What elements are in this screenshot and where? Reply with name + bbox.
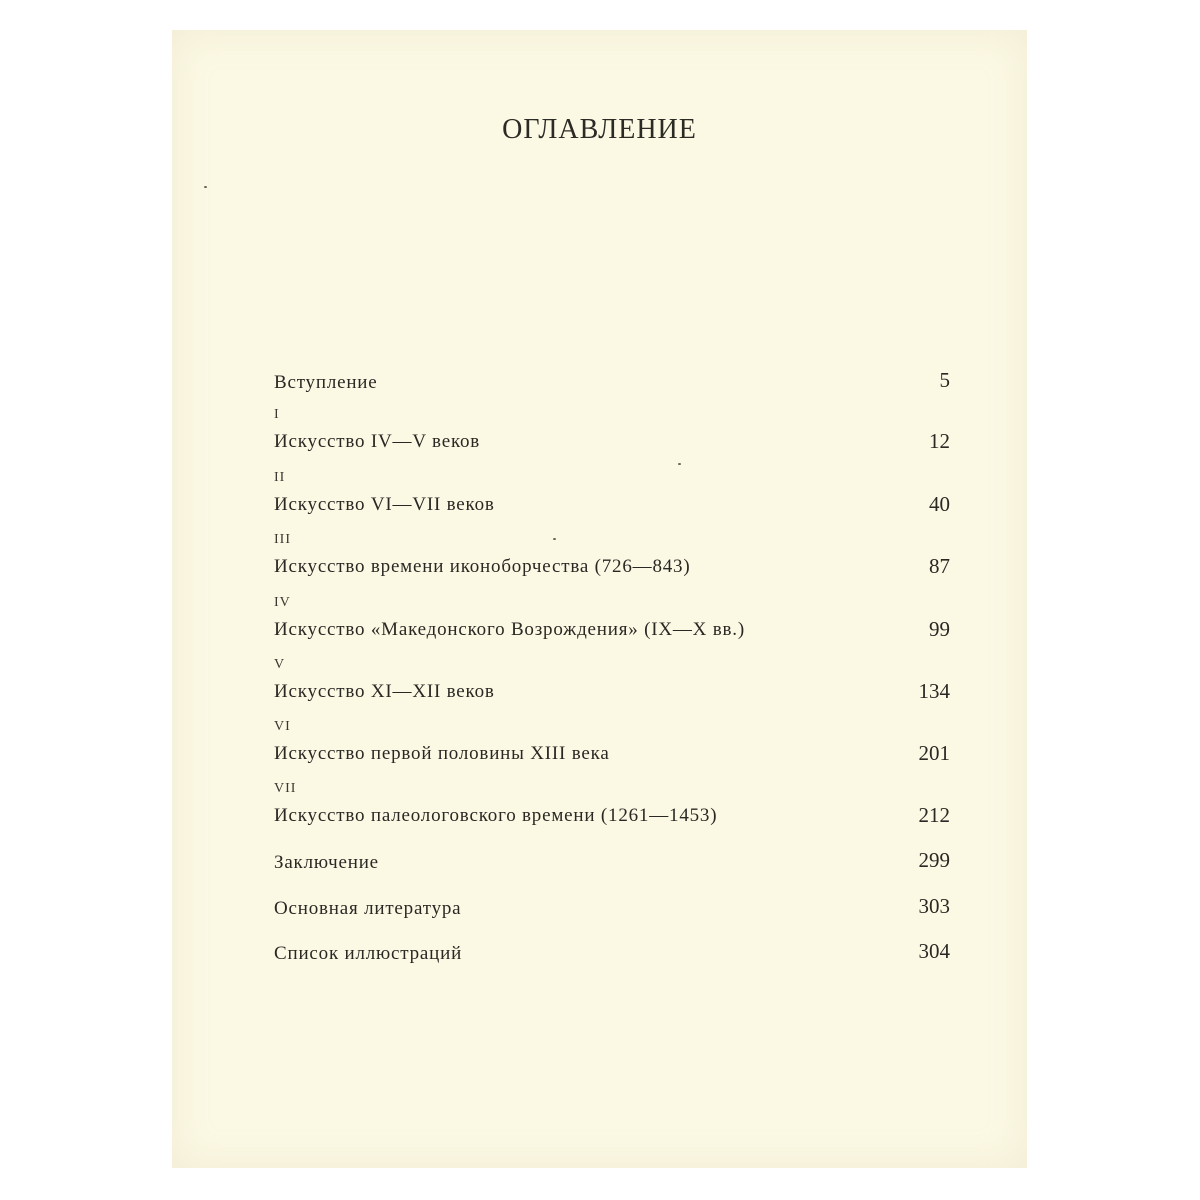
chapter-numeral: II [274,470,286,485]
chapter-numeral: I [274,407,280,422]
toc-entry-page: 5 [939,368,950,392]
toc-entry-title: Искусство «Македонского Возрождения» (IX—X вв.) [274,619,745,640]
toc-entry-page: 87 [929,554,950,578]
toc-entry-title: Искусство VI—VII веков [274,494,495,515]
toc-entry-chapter-5 [272,657,950,703]
chapter-numeral: III [274,532,291,547]
toc-entry-page: 212 [918,803,950,827]
chapter-numeral: VI [274,719,291,734]
paper-speck [678,463,681,465]
toc-entry-chapter-1 [272,407,950,453]
toc-entry-bibliography [272,894,950,924]
toc-entry-chapter-3 [272,532,950,578]
toc-entry-chapter-6 [272,719,950,765]
toc-entry-title: Вступление [274,372,378,393]
chapter-numeral: VII [274,781,297,796]
toc-entry-title: Искусство XI—XII веков [274,681,495,702]
toc-entry-illustrations [272,939,950,969]
toc-entry-title: Искусство первой половины XIII века [274,743,610,764]
toc-entry-title: Основная литература [274,898,462,919]
chapter-numeral: V [274,657,286,672]
page-title: ОГЛАВЛЕНИЕ [502,114,697,145]
toc-entry-chapter-7 [272,781,950,827]
toc-entry-page: 12 [929,429,950,453]
book-page [172,30,1027,1168]
toc-entry-title: Заключение [274,852,379,873]
toc-entry-title: Искусство палеологовского времени (1261—1453) [274,805,718,826]
toc-entry-introduction [272,368,950,398]
paper-speck [204,186,207,188]
toc-entry-chapter-4 [272,595,950,641]
toc-entry-page: 303 [918,894,950,918]
paper-speck [553,538,556,540]
toc-entry-conclusion [272,848,950,878]
toc-entry-title: Искусство IV—V веков [274,431,481,452]
toc-entry-chapter-2 [272,470,950,516]
toc-entry-title: Искусство времени иконоборчества (726—843) [274,556,691,577]
toc-entry-page: 99 [929,617,950,641]
toc-entry-page: 40 [929,492,950,516]
toc-entry-page: 201 [918,741,950,765]
toc-entry-title: Список иллюстраций [274,943,463,964]
chapter-numeral: IV [274,595,291,610]
toc-entry-page: 299 [918,848,950,872]
toc-entry-page: 304 [918,939,950,963]
toc-entry-page: 134 [918,679,950,703]
table-of-contents [272,30,950,1168]
